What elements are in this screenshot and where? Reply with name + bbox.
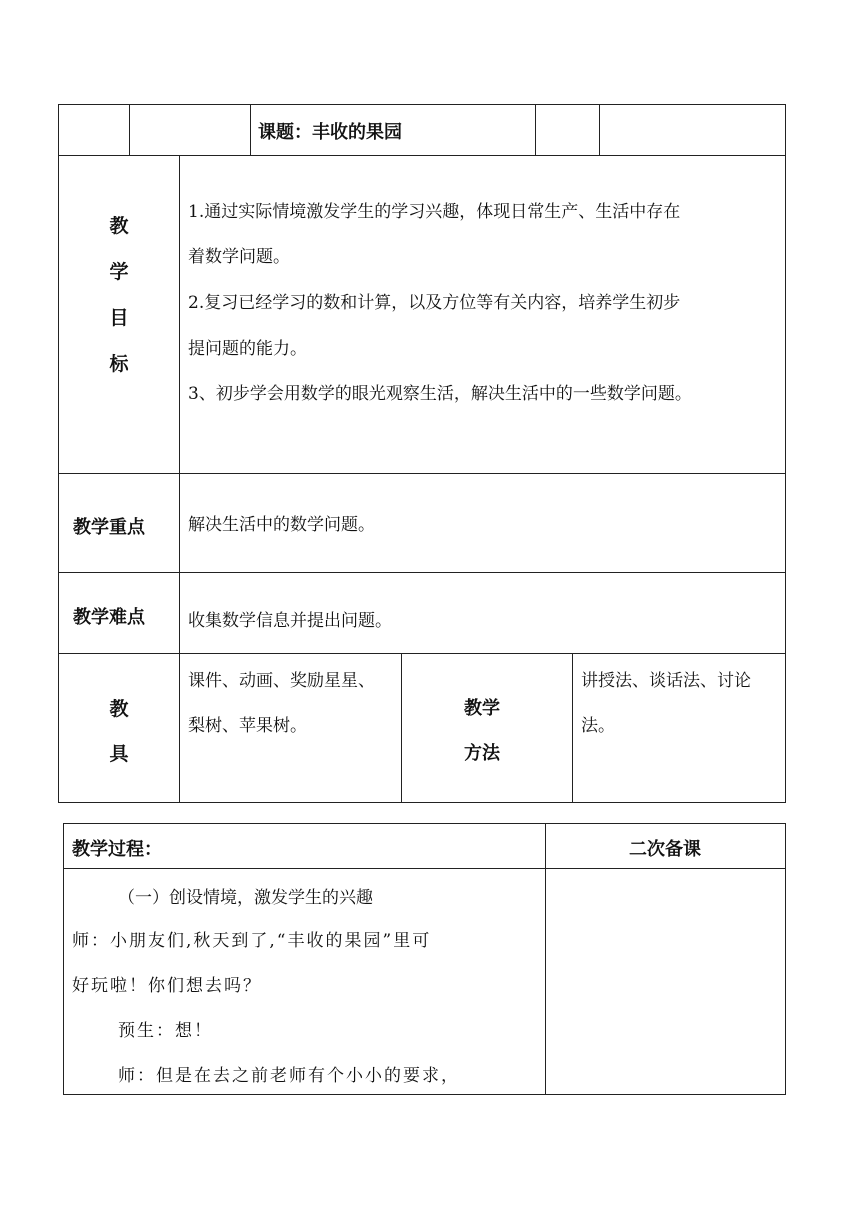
second-prep-header: 二次备课 xyxy=(629,839,701,860)
tools-label-char: 教 xyxy=(109,698,129,720)
process-line: 好玩啦！你们想去吗？ xyxy=(72,976,262,996)
objectives-line: 3、初步学会用数学的眼光观察生活，解决生活中的一些数学问题。 xyxy=(188,384,692,404)
process-header: 教学过程： xyxy=(72,839,162,860)
tools-line: 课件、动画、奖励星星、 xyxy=(188,671,375,691)
objectives-label-char: 学 xyxy=(109,261,129,283)
objectives-line: 2.复习已经学习的数和计算，以及方位等有关内容，培养学生初步 xyxy=(188,293,681,313)
objectives-line: 着数学问题。 xyxy=(188,247,290,267)
lesson-title: 课题：丰收的果园 xyxy=(258,122,402,143)
difficulty-label: 教学难点 xyxy=(73,607,145,628)
methods-label-line: 方法 xyxy=(464,743,500,764)
key-point-text: 解决生活中的数学问题。 xyxy=(188,515,375,535)
objectives-line: 1.通过实际情境激发学生的学习兴趣，体现日常生产、生活中存在 xyxy=(188,202,681,222)
methods-line: 讲授法、谈话法、讨论 xyxy=(581,671,751,691)
difficulty-text: 收集数学信息并提出问题。 xyxy=(188,611,392,631)
tools-label-char: 具 xyxy=(109,743,129,765)
process-line: 师：小朋友们,秋天到了,“丰收的果园”里可 xyxy=(72,931,432,951)
process-line: （一）创设情境，激发学生的兴趣 xyxy=(118,888,373,908)
objectives-line: 提问题的能力。 xyxy=(188,339,307,359)
objectives-label-char: 标 xyxy=(109,353,129,375)
objectives-label-char: 教 xyxy=(109,215,129,237)
process-line: 预生：想！ xyxy=(118,1021,213,1041)
key-point-label: 教学重点 xyxy=(73,517,145,538)
process-line: 师：但是在去之前老师有个小小的要求， xyxy=(118,1066,460,1086)
methods-line: 法。 xyxy=(581,716,615,736)
methods-label-line: 教学 xyxy=(464,698,500,719)
objectives-label-char: 目 xyxy=(109,307,129,329)
tools-line: 梨树、苹果树。 xyxy=(188,716,307,736)
